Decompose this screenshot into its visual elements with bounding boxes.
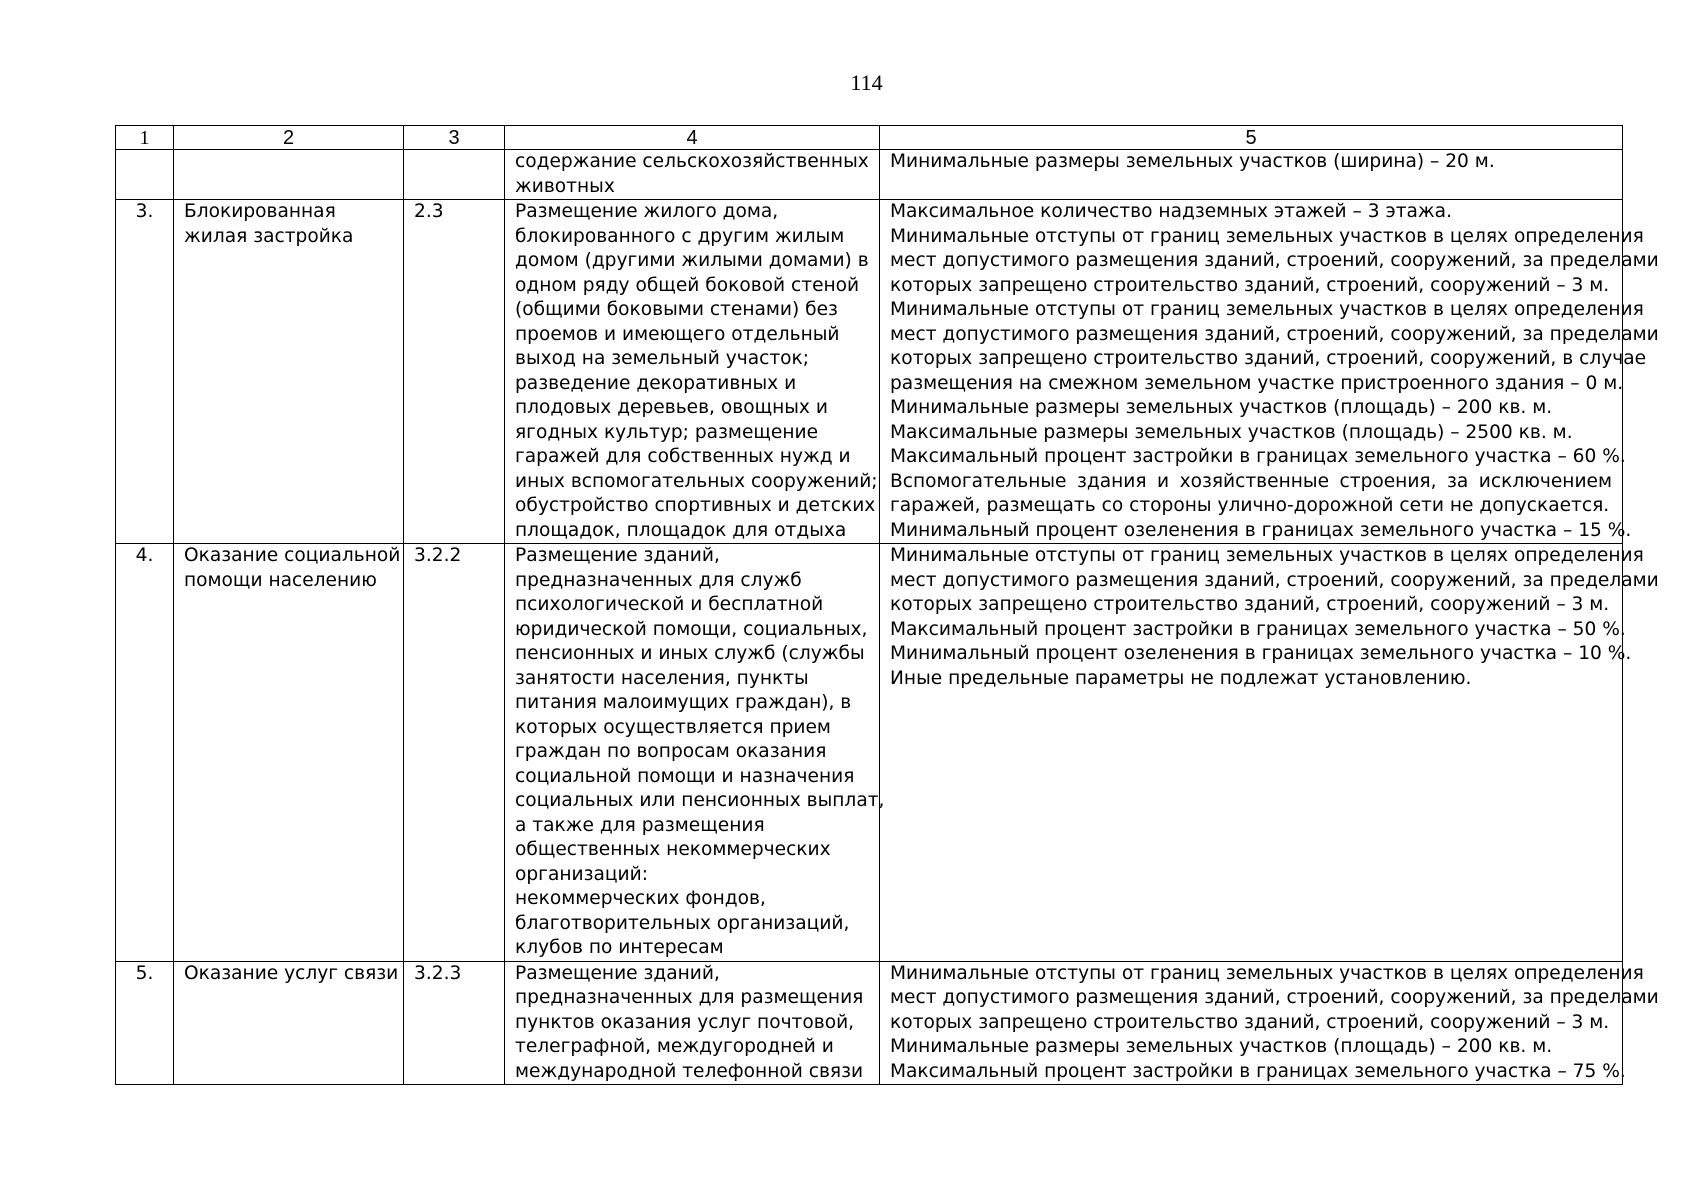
parameter-line: мест допустимого размещения зданий, строений, сооружений, за пределами <box>890 987 1659 1008</box>
parameter-line: Минимальный процент озеленения в границах земельного участка – 10 %. <box>890 643 1632 664</box>
description-cell <box>505 961 880 1085</box>
parameters-cell <box>880 200 1659 544</box>
row-number-cell <box>116 150 174 200</box>
description-line: занятости населения, пункты <box>515 667 809 689</box>
description-line: гаражей для собственных нужд и <box>515 446 851 467</box>
page-number: 114 <box>850 70 883 95</box>
description-line: социальной помощи и назначения <box>515 765 855 787</box>
description-line: а также для размещения <box>515 814 765 836</box>
description-line: организаций: <box>515 863 648 885</box>
description-line: международной телефонной связи <box>515 1060 864 1082</box>
description-line: клубов по интересам <box>515 937 724 958</box>
description-line: предназначенных для служб <box>515 569 802 591</box>
table-row <box>116 961 1623 1085</box>
description-line: обустройство спортивных и детских <box>515 495 876 516</box>
parameter-line: которых запрещено строительство зданий, строений, сооружений – 3 м. <box>890 274 1610 296</box>
parameter-line: которых запрещено строительство зданий, строений, сооружений, в случае <box>890 348 1647 369</box>
parameter-line: Вспомогательные здания и хозяйственные строения, за исключением <box>890 470 1612 492</box>
parameter-line: Минимальные отступы от границ земельных участков в целях определения <box>890 299 1644 320</box>
description-line: (общими боковыми стенами) без <box>515 299 838 320</box>
parameter-line: мест допустимого размещения зданий, строений, сооружений, за пределами <box>890 323 1659 345</box>
parameters-cell <box>880 961 1659 1085</box>
use-code-cell: 3.2.3 <box>404 961 505 1085</box>
description-line: пенсионных и иных служб (службы <box>515 643 865 664</box>
column-header-5: 5 <box>880 126 1623 150</box>
parameter-line: Максимальное количество надземных этажей – 3 этажа. <box>890 201 1452 222</box>
description-cell <box>505 200 880 544</box>
use-code-cell: 3.2.2 <box>404 544 505 962</box>
description-line: некоммерческих фондов, <box>515 888 766 909</box>
description-line: пунктов оказания услуг почтовой, <box>515 1011 855 1033</box>
description-line: Размещение жилого дома, <box>515 201 779 222</box>
use-name-cell <box>174 200 404 544</box>
use-name-cell <box>174 544 404 962</box>
table-header-row <box>116 126 1623 150</box>
description-line: блокированного с другим жилым <box>515 225 845 247</box>
parameters-cell <box>880 150 1623 200</box>
zoning-table <box>115 125 1659 1085</box>
parameters-cell <box>880 544 1659 962</box>
table-row <box>116 150 1623 200</box>
parameter-line: размещения на смежном земельном участке пристроенного здания – 0 м. <box>890 372 1624 394</box>
use-name-line: Оказание социальной <box>184 545 401 566</box>
use-code-cell: 2.3 <box>404 200 505 544</box>
description-line: домом (другими жилыми домами) в <box>515 250 869 271</box>
description-line: предназначенных для размещения <box>515 987 864 1008</box>
description-line: общественных некоммерческих <box>515 839 831 860</box>
use-name-cell <box>174 150 404 200</box>
parameter-line: Минимальный процент озеленения в границах земельного участка – 15 %. <box>890 519 1632 541</box>
use-name-line: жилая застройка <box>184 225 354 247</box>
description-line: выход на земельный участок; <box>515 348 810 369</box>
use-name-line: Оказание услуг связи <box>184 962 399 984</box>
description-line: телеграфной, междугородней и <box>515 1036 834 1057</box>
parameter-line: Иные предельные параметры не подлежат установлению. <box>890 667 1472 689</box>
column-header-3: 3 <box>404 126 505 150</box>
parameter-line: Минимальные отступы от границ земельных участков в целях определения <box>890 962 1644 984</box>
parameter-line: мест допустимого размещения зданий, строений, сооружений, за пределами <box>890 569 1659 591</box>
description-line: ягодных культур; размещение <box>515 421 819 443</box>
description-line: проемов и имеющего отдельный <box>515 323 840 345</box>
description-line: одном ряду общей боковой стеной <box>515 274 860 296</box>
description-line: питания малоимущих граждан), в <box>515 692 852 713</box>
use-name-cell <box>174 961 404 1085</box>
description-line: иных вспомогательных сооружений; <box>515 470 878 492</box>
parameter-line: Минимальные размеры земельных участков (площадь) – 200 кв. м. <box>890 397 1553 418</box>
parameter-line: которых запрещено строительство зданий, строений, сооружений – 3 м. <box>890 594 1610 615</box>
parameter-line: Минимальные размеры земельных участков (ширина) – 20 м. <box>890 151 1495 172</box>
column-header-2: 2 <box>174 126 404 150</box>
table-row <box>116 544 1623 962</box>
description-cell <box>505 150 880 200</box>
column-header-1: 1 <box>116 126 174 150</box>
description-line: которых осуществляется прием <box>515 716 831 738</box>
parameter-line: Максимальные размеры земельных участков (площадь) – 2500 кв. м. <box>890 421 1573 443</box>
parameter-line: Максимальный процент застройки в границах земельного участка – 75 %. <box>890 1060 1626 1082</box>
parameter-line: Минимальные размеры земельных участков (площадь) – 200 кв. м. <box>890 1036 1553 1057</box>
description-line: содержание сельскохозяйственных <box>515 151 869 172</box>
parameter-line: Максимальный процент застройки в границах земельного участка – 60 %. <box>890 446 1626 467</box>
description-line: площадок, площадок для отдыха <box>515 519 847 541</box>
parameter-line: гаражей, размещать со стороны улично-дорожной сети не допускается. <box>890 495 1610 516</box>
column-header-4: 4 <box>505 126 880 150</box>
description-line: разведение декоративных и <box>515 372 797 394</box>
description-line: Размещение зданий, <box>515 962 720 984</box>
description-line: психологической и бесплатной <box>515 594 824 615</box>
description-line: социальных или пенсионных выплат, <box>515 790 885 811</box>
row-number-cell: 3. <box>116 200 174 544</box>
description-line: юридической помощи, социальных, <box>515 618 868 640</box>
table-row <box>116 200 1623 544</box>
parameter-line: мест допустимого размещения зданий, строений, сооружений, за пределами <box>890 250 1659 271</box>
description-line: Размещение зданий, <box>515 545 720 566</box>
description-cell <box>505 544 885 962</box>
use-code-cell <box>404 150 505 200</box>
parameter-line: Максимальный процент застройки в границах земельного участка – 50 %. <box>890 618 1626 640</box>
row-number-cell: 4. <box>116 544 174 962</box>
use-name-line: Блокированная <box>184 201 336 222</box>
parameter-line: Минимальные отступы от границ земельных участков в целях определения <box>890 545 1644 566</box>
row-number-cell: 5. <box>116 961 174 1085</box>
use-name-line: помощи населению <box>184 569 377 591</box>
parameter-line: Минимальные отступы от границ земельных участков в целях определения <box>890 225 1644 247</box>
description-line: граждан по вопросам оказания <box>515 741 827 762</box>
parameter-line: которых запрещено строительство зданий, строений, сооружений – 3 м. <box>890 1011 1610 1033</box>
description-line: благотворительных организаций, <box>515 912 850 934</box>
description-line: плодовых деревьев, овощных и <box>515 397 828 418</box>
description-line: животных <box>515 175 615 197</box>
